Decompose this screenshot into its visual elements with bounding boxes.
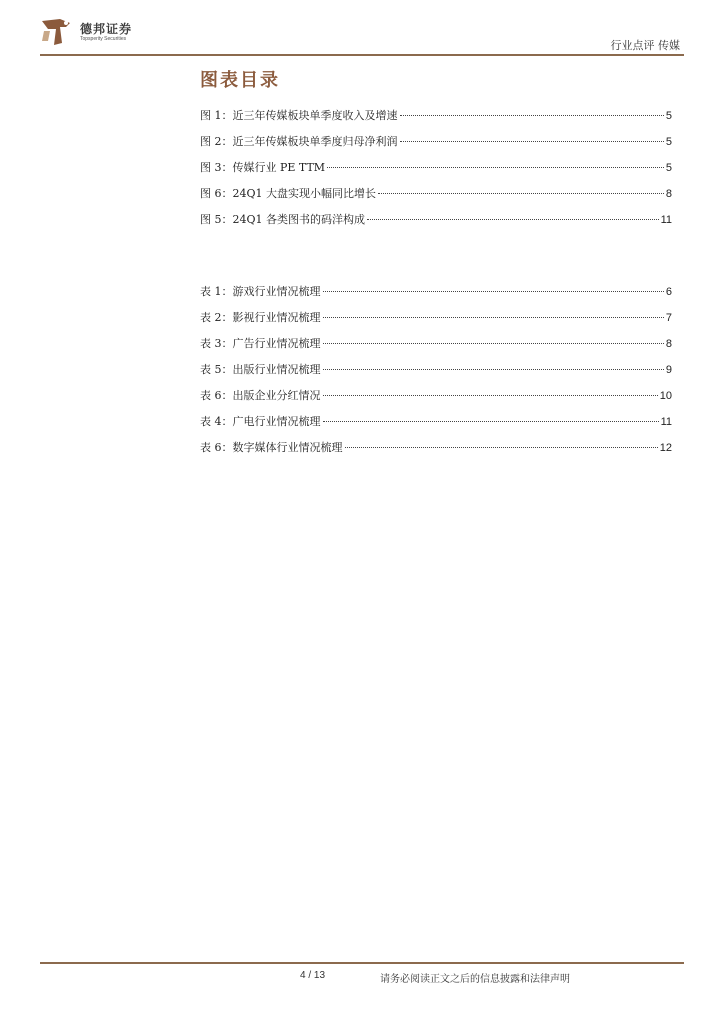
- toc-entry-title: 数字媒体行业情况梳理: [232, 441, 343, 454]
- toc-entry-table[interactable]: [200, 439, 672, 465]
- toc-entry-prefix: 图 2：: [200, 135, 233, 148]
- leader-dots: [323, 369, 664, 370]
- leader-dots: [323, 317, 664, 318]
- toc-entry-title: 广告行业情况梳理: [232, 337, 321, 350]
- toc-entry-table[interactable]: [200, 361, 672, 387]
- leader-dots: [323, 421, 659, 422]
- toc-entry-page: 8: [665, 338, 672, 350]
- report-category: 行业点评 传媒: [610, 39, 680, 52]
- legal-disclaimer: 请务必阅读正文之后的信息披露和法律声明: [380, 974, 570, 985]
- toc-entry-prefix: 表 6：: [200, 389, 233, 402]
- toc-entry-title: 近三年传媒板块单季度归母净利润: [232, 135, 398, 148]
- company-logo: [40, 17, 132, 47]
- toc-title: 图表目录: [200, 70, 280, 91]
- logo-mark-icon: [40, 17, 76, 47]
- toc-entry-prefix: 表 2：: [200, 311, 233, 324]
- toc-entry-prefix: 表 4：: [200, 415, 233, 428]
- leader-dots: [323, 291, 664, 292]
- toc-entry-page: 5: [665, 162, 672, 174]
- leader-dots: [367, 219, 659, 220]
- logo-name-cn: 德邦证券: [80, 21, 133, 36]
- toc-entry-page: 6: [665, 286, 672, 298]
- toc-entry-prefix: 表 3：: [200, 337, 233, 350]
- leader-dots: [323, 395, 658, 396]
- toc-entry-prefix: 表 1：: [200, 285, 233, 298]
- logo-name-en: Topsperity Securities: [80, 35, 127, 42]
- leader-dots: [345, 447, 658, 448]
- footer-divider: [40, 962, 684, 964]
- toc-entry-figure[interactable]: [200, 185, 672, 211]
- header-divider: [40, 54, 684, 56]
- leader-dots: [327, 167, 664, 168]
- toc-entry-title: 传媒行业 PE TTM: [232, 161, 326, 174]
- table-list: [200, 283, 672, 465]
- toc-entry-title: 出版行业情况梳理: [232, 363, 321, 376]
- toc-entry-prefix: 表 6：: [200, 441, 233, 454]
- leader-dots: [400, 141, 664, 142]
- toc-entry-title: 广电行业情况梳理: [232, 415, 321, 428]
- toc-entry-title: 24Q1 大盘实现小幅同比增长: [232, 187, 377, 200]
- toc-entry-prefix: 图 6：: [200, 187, 233, 200]
- toc-entry-prefix: 图 3：: [200, 161, 233, 174]
- toc-entry-table[interactable]: [200, 413, 672, 439]
- toc-entry-figure[interactable]: [200, 133, 672, 159]
- leader-dots: [378, 193, 664, 194]
- toc-entry-prefix: 图 5：: [200, 213, 233, 226]
- figure-list: [200, 107, 672, 237]
- toc-entry-table[interactable]: [200, 387, 672, 413]
- leader-dots: [323, 343, 664, 344]
- toc-entry-title: 出版企业分红情况: [232, 389, 321, 402]
- toc-entry-page: 10: [659, 390, 672, 402]
- toc-entry-title: 游戏行业情况梳理: [232, 285, 321, 298]
- toc-entry-table[interactable]: [200, 335, 672, 361]
- leader-dots: [400, 115, 664, 116]
- toc-entry-title: 影视行业情况梳理: [232, 311, 321, 324]
- toc-entry-figure[interactable]: [200, 107, 672, 133]
- toc-entry-page: 11: [660, 214, 672, 226]
- toc-entry-page: 11: [660, 416, 672, 428]
- toc-entry-title: 24Q1 各类图书的码洋构成: [232, 213, 366, 226]
- toc-entry-prefix: 图 1：: [200, 109, 233, 122]
- toc-entry-page: 5: [665, 136, 672, 148]
- toc-entry-figure[interactable]: [200, 159, 672, 185]
- toc-entry-page: 5: [665, 110, 672, 122]
- toc-entry-page: 7: [665, 312, 672, 324]
- toc-entry-page: 9: [665, 364, 672, 376]
- toc-entry-page: 12: [659, 442, 672, 454]
- toc-entry-prefix: 表 5：: [200, 363, 233, 376]
- toc-entry-title: 近三年传媒板块单季度收入及增速: [232, 109, 398, 122]
- toc-entry-table[interactable]: [200, 309, 672, 335]
- toc-entry-figure[interactable]: [200, 211, 672, 237]
- toc-entry-page: 8: [665, 188, 672, 200]
- toc-entry-table[interactable]: [200, 283, 672, 309]
- page-number: 4 / 13: [300, 970, 326, 981]
